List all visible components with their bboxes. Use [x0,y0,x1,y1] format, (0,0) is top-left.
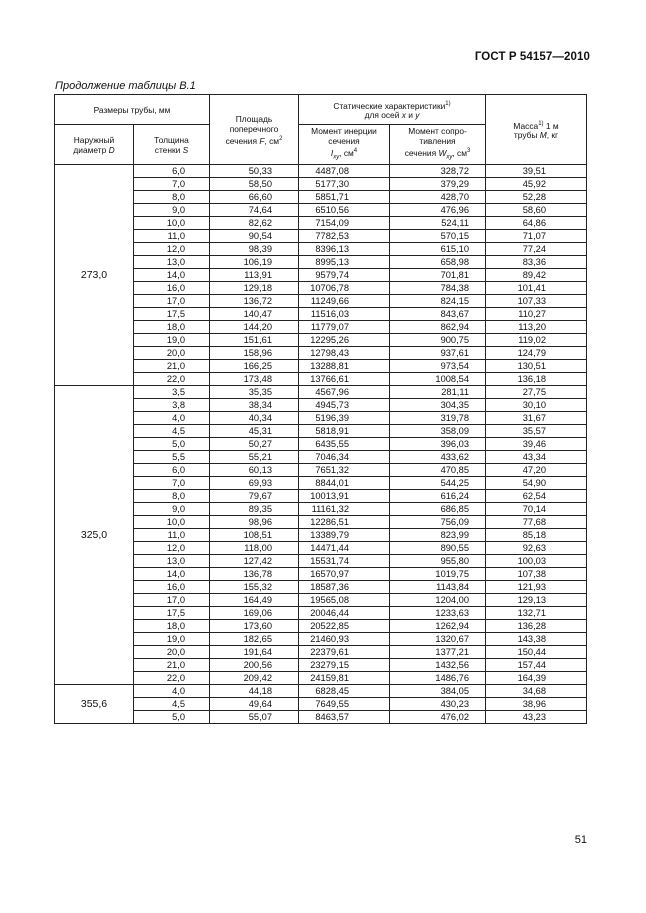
mass-cell: 27,75 [486,386,587,399]
table-row [55,464,587,477]
table-row [55,165,587,178]
resistance-cell: 955,80 [390,555,486,568]
mass-cell: 150,44 [486,646,587,659]
header-static-characteristics: Статические характеристики$^{1)}$ для осей x и y [299,95,486,125]
resistance-cell: 544,25 [390,477,486,490]
header-moment-of-resistance: Момент сопро- тивления сечения $W_{xy}$, $см^3$ [390,125,486,165]
wall-thickness-cell: 12,0 [134,243,210,256]
area-cell: 173,48 [210,373,299,386]
area-cell: 98,39 [210,243,299,256]
area-cell: 136,72 [210,295,299,308]
table-body [55,165,587,724]
wall-thickness-cell: 5,0 [134,711,210,724]
table-row [55,451,587,464]
resistance-cell: 524,11 [390,217,486,230]
area-cell: 106,19 [210,256,299,269]
header-wall-thickness: Толщина стенки S [134,125,210,165]
inertia-cell: 12295,26 [299,334,390,347]
inertia-cell: 18587,36 [299,581,390,594]
resistance-cell: 470,85 [390,464,486,477]
area-cell: 60,13 [210,464,299,477]
wall-thickness-cell: 9,0 [134,503,210,516]
wall-thickness-cell: 4,0 [134,412,210,425]
wall-thickness-cell: 17,5 [134,607,210,620]
area-cell: 191,64 [210,646,299,659]
wall-thickness-cell: 17,5 [134,308,210,321]
area-cell: 173,60 [210,620,299,633]
table-row [55,620,587,633]
area-cell: 82,62 [210,217,299,230]
table-row [55,321,587,334]
mass-cell: 64,86 [486,217,587,230]
table-row [55,698,587,711]
inertia-cell: 7649,55 [299,698,390,711]
table-row [55,334,587,347]
wall-thickness-cell: 22,0 [134,373,210,386]
resistance-cell: 428,70 [390,191,486,204]
area-cell: 55,07 [210,711,299,724]
inertia-cell: 5818,91 [299,425,390,438]
mass-cell: 107,33 [486,295,587,308]
wall-thickness-cell: 5,0 [134,438,210,451]
mass-cell: 143,38 [486,633,587,646]
mass-cell: 136,18 [486,373,587,386]
wall-thickness-cell: 4,5 [134,425,210,438]
inertia-cell: 4945,73 [299,399,390,412]
mass-cell: 58,60 [486,204,587,217]
resistance-cell: 430,23 [390,698,486,711]
area-cell: 169,06 [210,607,299,620]
table-row [55,438,587,451]
table-row [55,191,587,204]
inertia-cell: 23279,15 [299,659,390,672]
mass-cell: 157,44 [486,659,587,672]
resistance-cell: 784,38 [390,282,486,295]
inertia-cell: 6510,56 [299,204,390,217]
resistance-cell: 973,54 [390,360,486,373]
resistance-cell: 1432,56 [390,659,486,672]
resistance-cell: 937,61 [390,347,486,360]
resistance-cell: 900,75 [390,334,486,347]
resistance-cell: 319,78 [390,412,486,425]
inertia-cell: 4567,96 [299,386,390,399]
table-row [55,659,587,672]
inertia-cell: 8844,01 [299,477,390,490]
mass-cell: 119,02 [486,334,587,347]
table-row [55,711,587,724]
wall-thickness-cell: 18,0 [134,620,210,633]
inertia-cell: 6435,55 [299,438,390,451]
table-row [55,269,587,282]
inertia-cell: 9579,74 [299,269,390,282]
mass-cell: 129,13 [486,594,587,607]
header-pipe-dimensions: Размеры трубы, мм [55,95,210,125]
inertia-cell: 8995,13 [299,256,390,269]
area-cell: 69,93 [210,477,299,490]
table-row [55,607,587,620]
mass-cell: 130,51 [486,360,587,373]
wall-thickness-cell: 11,0 [134,529,210,542]
area-cell: 40,34 [210,412,299,425]
resistance-cell: 616,24 [390,490,486,503]
table-row [55,373,587,386]
resistance-cell: 281,11 [390,386,486,399]
mass-cell: 83,36 [486,256,587,269]
wall-thickness-cell: 13,0 [134,256,210,269]
area-cell: 151,61 [210,334,299,347]
table-row [55,230,587,243]
resistance-cell: 686,85 [390,503,486,516]
page-number: 51 [574,834,587,846]
table-caption: Продолжение таблицы В.1 [55,80,196,92]
mass-cell: 100,03 [486,555,587,568]
mass-cell: 121,93 [486,581,587,594]
inertia-cell: 7154,09 [299,217,390,230]
resistance-cell: 823,99 [390,529,486,542]
inertia-cell: 24159,81 [299,672,390,685]
table-row [55,581,587,594]
area-cell: 55,21 [210,451,299,464]
area-cell: 58,50 [210,178,299,191]
table-row [55,178,587,191]
area-cell: 158,96 [210,347,299,360]
wall-thickness-cell: 11,0 [134,230,210,243]
inertia-cell: 12798,43 [299,347,390,360]
mass-cell: 34,68 [486,685,587,698]
wall-thickness-cell: 8,0 [134,191,210,204]
resistance-cell: 862,94 [390,321,486,334]
table-row [55,256,587,269]
table-row [55,516,587,529]
inertia-cell: 7782,53 [299,230,390,243]
inertia-cell: 6828,45 [299,685,390,698]
inertia-cell: 8396,13 [299,243,390,256]
mass-cell: 71,07 [486,230,587,243]
resistance-cell: 1143,84 [390,581,486,594]
inertia-cell: 11779,07 [299,321,390,334]
area-cell: 49,64 [210,698,299,711]
wall-thickness-cell: 22,0 [134,672,210,685]
table-row [55,672,587,685]
table-row [55,386,587,399]
wall-thickness-cell: 17,0 [134,594,210,607]
resistance-cell: 701,81 [390,269,486,282]
wall-thickness-cell: 18,0 [134,321,210,334]
mass-cell: 164,39 [486,672,587,685]
wall-thickness-cell: 6,0 [134,165,210,178]
mass-cell: 77,24 [486,243,587,256]
mass-cell: 54,90 [486,477,587,490]
area-cell: 108,51 [210,529,299,542]
wall-thickness-cell: 7,0 [134,178,210,191]
table-row [55,633,587,646]
resistance-cell: 396,03 [390,438,486,451]
wall-thickness-cell: 9,0 [134,204,210,217]
wall-thickness-cell: 3,8 [134,399,210,412]
table-row [55,282,587,295]
header-area: Площадь поперечного сечения F, $см^2$ [210,95,299,165]
area-cell: 113,91 [210,269,299,282]
inertia-cell: 14471,44 [299,542,390,555]
inertia-cell: 20046,44 [299,607,390,620]
mass-cell: 113,20 [486,321,587,334]
resistance-cell: 328,72 [390,165,486,178]
table-row [55,542,587,555]
resistance-cell: 890,55 [390,542,486,555]
resistance-cell: 1008,54 [390,373,486,386]
area-cell: 144,20 [210,321,299,334]
inertia-cell: 10706,78 [299,282,390,295]
table-row [55,477,587,490]
mass-cell: 110,27 [486,308,587,321]
pipe-properties-table [54,94,587,724]
table-row [55,646,587,659]
inertia-cell: 13389,79 [299,529,390,542]
table-row [55,360,587,373]
inertia-cell: 11161,32 [299,503,390,516]
area-cell: 50,33 [210,165,299,178]
area-cell: 45,31 [210,425,299,438]
wall-thickness-cell: 8,0 [134,490,210,503]
resistance-cell: 658,98 [390,256,486,269]
area-cell: 209,42 [210,672,299,685]
area-cell: 166,25 [210,360,299,373]
area-cell: 50,27 [210,438,299,451]
resistance-cell: 824,15 [390,295,486,308]
mass-cell: 101,41 [486,282,587,295]
table-row [55,490,587,503]
area-cell: 38,34 [210,399,299,412]
wall-thickness-cell: 20,0 [134,347,210,360]
inertia-cell: 4487,08 [299,165,390,178]
header-outer-diameter: Наружный диаметр D [55,125,134,165]
resistance-cell: 843,67 [390,308,486,321]
resistance-cell: 379,29 [390,178,486,191]
area-cell: 98,96 [210,516,299,529]
inertia-cell: 15531,74 [299,555,390,568]
resistance-cell: 1377,21 [390,646,486,659]
resistance-cell: 756,09 [390,516,486,529]
mass-cell: 92,63 [486,542,587,555]
resistance-cell: 476,96 [390,204,486,217]
table-row [55,568,587,581]
inertia-cell: 13766,61 [299,373,390,386]
wall-thickness-cell: 20,0 [134,646,210,659]
mass-cell: 38,96 [486,698,587,711]
area-cell: 90,54 [210,230,299,243]
mass-cell: 43,23 [486,711,587,724]
area-cell: 79,67 [210,490,299,503]
table-row [55,243,587,256]
resistance-cell: 433,62 [390,451,486,464]
area-cell: 35,35 [210,386,299,399]
mass-cell: 39,51 [486,165,587,178]
inertia-cell: 5177,30 [299,178,390,191]
mass-cell: 136,28 [486,620,587,633]
area-cell: 164,49 [210,594,299,607]
area-cell: 74,64 [210,204,299,217]
resistance-cell: 304,35 [390,399,486,412]
outer-diameter-cell: 355,6 [55,685,134,724]
mass-cell: 107,38 [486,568,587,581]
header-moment-of-inertia: Момент инерции сечения $I_{xy}$, $см^4$ [299,125,390,165]
resistance-cell: 1204,00 [390,594,486,607]
wall-thickness-cell: 19,0 [134,633,210,646]
header-mass: Масса$^{1)}$ 1 м трубы M, кг [486,95,587,165]
mass-cell: 39,46 [486,438,587,451]
table-row [55,347,587,360]
wall-thickness-cell: 10,0 [134,516,210,529]
table-row [55,425,587,438]
wall-thickness-cell: 17,0 [134,295,210,308]
area-cell: 200,56 [210,659,299,672]
mass-cell: 62,54 [486,490,587,503]
standard-designation: ГОСТ Р 54157—2010 [474,51,590,63]
inertia-cell: 5196,39 [299,412,390,425]
area-cell: 118,00 [210,542,299,555]
inertia-cell: 22379,61 [299,646,390,659]
inertia-cell: 8463,57 [299,711,390,724]
area-cell: 129,18 [210,282,299,295]
wall-thickness-cell: 4,0 [134,685,210,698]
area-cell: 44,18 [210,685,299,698]
wall-thickness-cell: 14,0 [134,568,210,581]
inertia-cell: 7046,34 [299,451,390,464]
area-cell: 89,35 [210,503,299,516]
wall-thickness-cell: 7,0 [134,477,210,490]
inertia-cell: 11516,03 [299,308,390,321]
resistance-cell: 1233,63 [390,607,486,620]
mass-cell: 89,42 [486,269,587,282]
wall-thickness-cell: 3,5 [134,386,210,399]
table-row [55,308,587,321]
wall-thickness-cell: 6,0 [134,464,210,477]
mass-cell: 52,28 [486,191,587,204]
wall-thickness-cell: 5,5 [134,451,210,464]
wall-thickness-cell: 16,0 [134,282,210,295]
table-row [55,412,587,425]
resistance-cell: 384,05 [390,685,486,698]
wall-thickness-cell: 21,0 [134,659,210,672]
inertia-cell: 5851,71 [299,191,390,204]
inertia-cell: 19565,08 [299,594,390,607]
resistance-cell: 1486,76 [390,672,486,685]
table-row [55,555,587,568]
wall-thickness-cell: 10,0 [134,217,210,230]
inertia-cell: 21460,93 [299,633,390,646]
area-cell: 140,47 [210,308,299,321]
table-row [55,295,587,308]
resistance-cell: 570,15 [390,230,486,243]
wall-thickness-cell: 4,5 [134,698,210,711]
resistance-cell: 476,02 [390,711,486,724]
inertia-cell: 20522,85 [299,620,390,633]
resistance-cell: 1262,94 [390,620,486,633]
mass-cell: 85,18 [486,529,587,542]
resistance-cell: 1320,67 [390,633,486,646]
table-row [55,594,587,607]
outer-diameter-cell: 325,0 [55,386,134,685]
wall-thickness-cell: 16,0 [134,581,210,594]
wall-thickness-cell: 14,0 [134,269,210,282]
resistance-cell: 358,09 [390,425,486,438]
table-row [55,217,587,230]
inertia-cell: 7651,32 [299,464,390,477]
table-header [55,95,587,165]
area-cell: 136,78 [210,568,299,581]
mass-cell: 30,10 [486,399,587,412]
area-cell: 155,32 [210,581,299,594]
resistance-cell: 1019,75 [390,568,486,581]
mass-cell: 70,14 [486,503,587,516]
mass-cell: 132,71 [486,607,587,620]
inertia-cell: 13288,81 [299,360,390,373]
mass-cell: 45,92 [486,178,587,191]
area-cell: 127,42 [210,555,299,568]
table-row [55,529,587,542]
table-row [55,204,587,217]
inertia-cell: 16570,97 [299,568,390,581]
wall-thickness-cell: 21,0 [134,360,210,373]
area-cell: 66,60 [210,191,299,204]
mass-cell: 124,79 [486,347,587,360]
resistance-cell: 615,10 [390,243,486,256]
inertia-cell: 12286,51 [299,516,390,529]
table-row [55,503,587,516]
mass-cell: 35,57 [486,425,587,438]
inertia-cell: 10013,91 [299,490,390,503]
outer-diameter-cell: 273,0 [55,165,134,386]
mass-cell: 77,68 [486,516,587,529]
mass-cell: 31,67 [486,412,587,425]
table-row [55,399,587,412]
mass-cell: 43,34 [486,451,587,464]
inertia-cell: 11249,66 [299,295,390,308]
wall-thickness-cell: 13,0 [134,555,210,568]
mass-cell: 47,20 [486,464,587,477]
wall-thickness-cell: 19,0 [134,334,210,347]
table-row [55,685,587,698]
wall-thickness-cell: 12,0 [134,542,210,555]
area-cell: 182,65 [210,633,299,646]
